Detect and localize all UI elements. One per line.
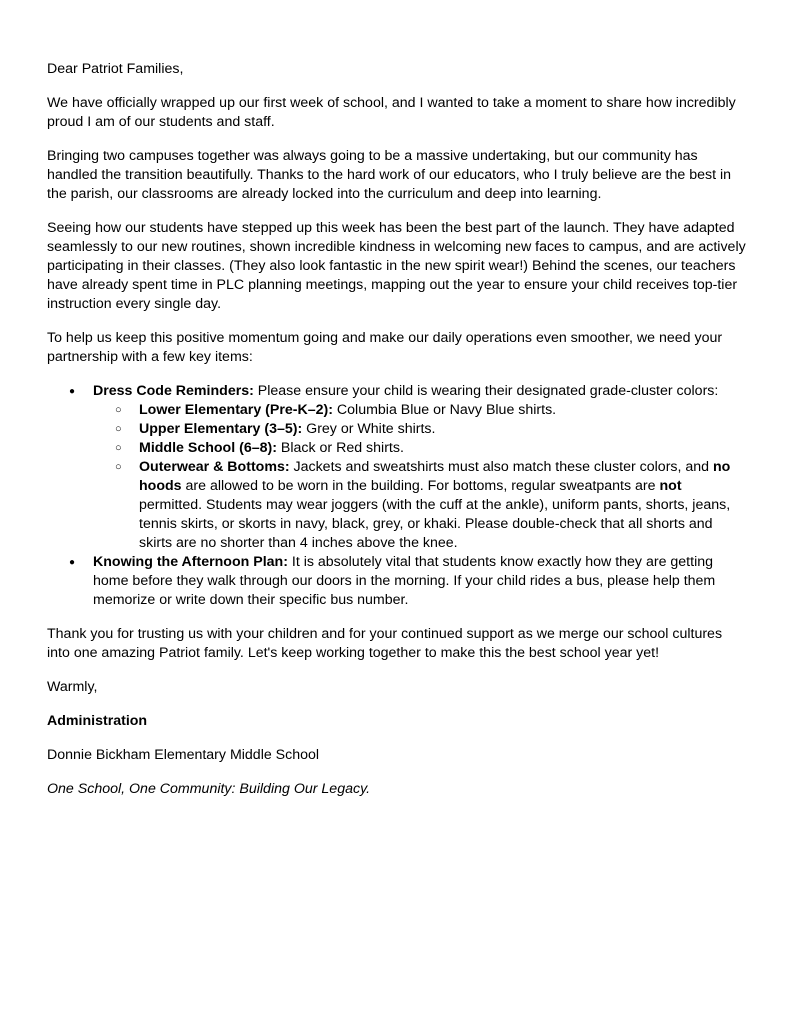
- sub-item-middle-school: [93, 439, 747, 458]
- outerwear-bold-no-hoods: no hoods: [139, 459, 731, 494]
- paragraph-closing: Thank you for trusting us with your children and for your continued support as we merge our school cultures into one amazing Patriot family. Let's keep working together to make this the best school year yet!: [47, 626, 723, 661]
- signature: [47, 712, 747, 731]
- sub-item-text: Columbia Blue or Navy Blue shirts.: [332, 402, 557, 418]
- sub-item-label: Middle School (6–8):: [139, 440, 277, 456]
- afternoon-plan-heading: Knowing the Afternoon Plan:: [93, 554, 288, 570]
- sub-item-label: Upper Elementary (3–5):: [139, 421, 303, 437]
- list-item-afternoon-plan: [47, 553, 747, 610]
- sub-item-text: Black or Red shirts.: [276, 440, 404, 456]
- paragraph-partnership: To help us keep this positive momentum going and make our daily operations even smoother, we need your partnership with a few key items:: [47, 330, 723, 365]
- paragraph-campuses: Bringing two campuses together was always going to be a massive undertaking, but our community has handled the transition beautifully. Thanks to the hard work of our educators, who I truly believe are the best in the parish, our classrooms are already locked into the curriculum and deep into learning.: [47, 148, 732, 202]
- school-name: Donnie Bickham Elementary Middle School: [47, 747, 320, 763]
- afternoon-plan-text: It is absolutely vital that students know exactly how they are getting home before they walk through our doors in the morning. If your child rides a bus, please help them memorize or write down their specific bus number.: [93, 554, 716, 608]
- list-item-dress-code: [47, 382, 747, 553]
- sub-item-label: Lower Elementary (Pre-K–2):: [139, 402, 333, 418]
- key-items-list: [47, 382, 747, 610]
- dress-code-heading: Dress Code Reminders:: [93, 383, 254, 399]
- outerwear-bold-not: not: [659, 478, 682, 494]
- paragraph-students: Seeing how our students have stepped up this week has been the best part of the launch. They have adapted seamlessly to our new routines, shown incredible kindness in welcoming new faces to campus, and are actively participating in their classes. (They also look fantastic in the new spirit wear!) Behind the scenes, our teachers have already spent time in PLC planning meetings, mapping out the year to ensure your child receives top-tier instruction every single day.: [47, 220, 746, 312]
- outerwear-text-3: permitted. Students may wear joggers (with the cuff at the ankle), uniform pants, shorts, jeans, tennis skirts, or skorts in navy, black, grey, or khaki. Please double-check that all shorts and skirts are no shorter than 4 inches above the knee.: [139, 497, 731, 551]
- sub-item-lower-elementary: [93, 401, 747, 420]
- signature-text: Administration: [47, 713, 148, 729]
- sign-off: Warmly,: [47, 679, 98, 695]
- paragraph-intro: We have officially wrapped up our first week of school, and I wanted to take a moment to share how incredibly proud I am of our students and staff.: [47, 95, 736, 130]
- dress-code-text: Please ensure your child is wearing their designated grade-cluster colors:: [253, 383, 719, 399]
- outerwear-text-1: Jackets and sweatshirts must also match these cluster colors, and: [289, 459, 714, 475]
- greeting: Dear Patriot Families,: [47, 61, 184, 77]
- sub-item-label: Outerwear & Bottoms:: [139, 459, 290, 475]
- outerwear-text-2: are allowed to be worn in the building. For bottoms, regular sweatpants are: [181, 478, 660, 494]
- tagline: One School, One Community: Building Our Legacy.: [47, 781, 371, 797]
- sub-item-outerwear: [93, 458, 747, 553]
- sub-item-upper-elementary: [93, 420, 747, 439]
- sub-item-text: Grey or White shirts.: [302, 421, 436, 437]
- dress-code-sublist: [93, 401, 747, 553]
- letter-document: [47, 60, 747, 814]
